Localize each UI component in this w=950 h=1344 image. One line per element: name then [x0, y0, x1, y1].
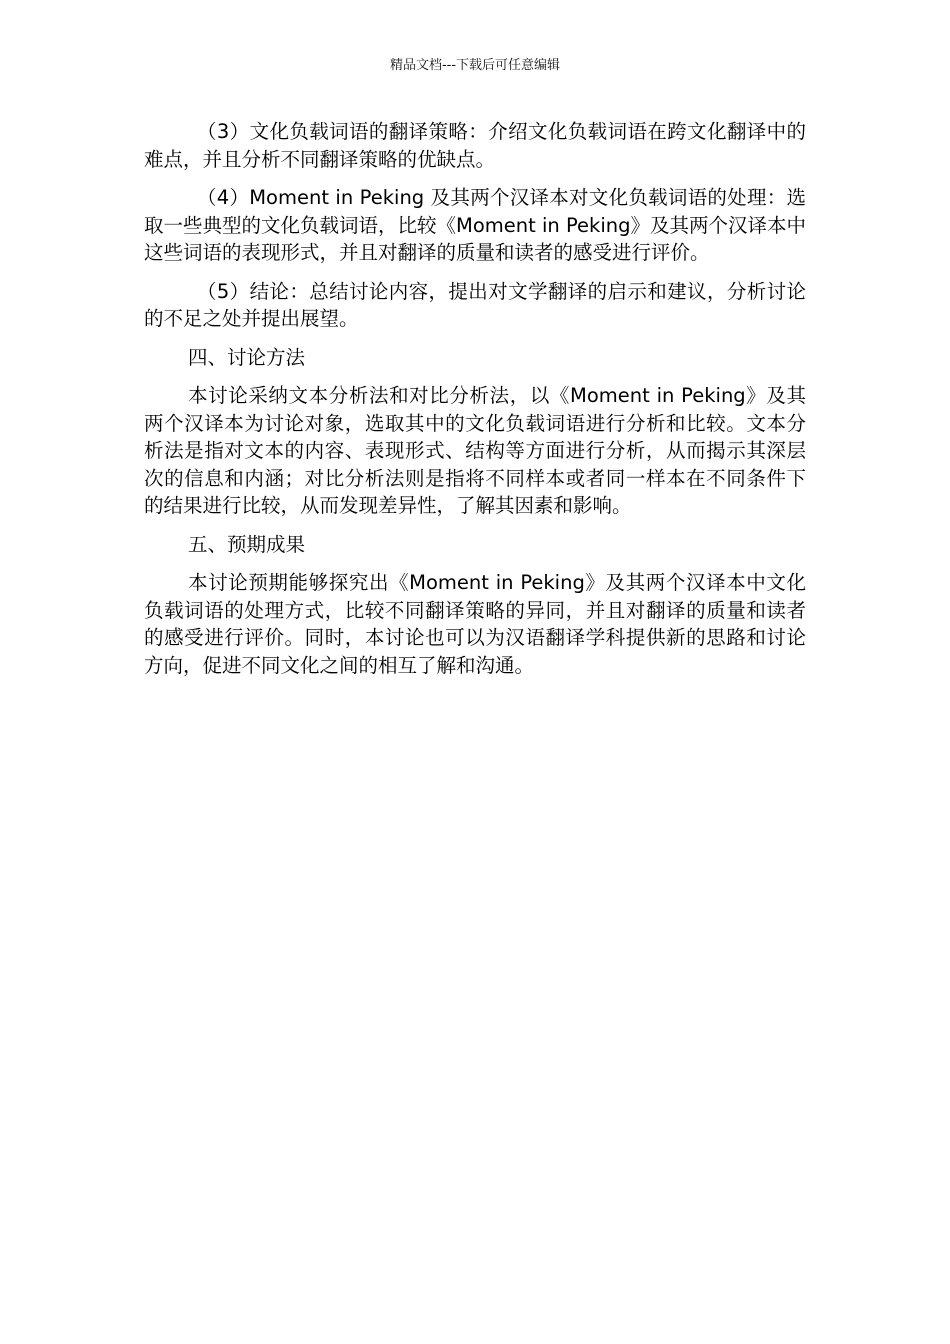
paragraph-methods: 本讨论采纳文本分析法和对比分析法，以《Moment in Peking》及其两个汉译本为讨论对象，选取其中的文化负载词语进行分析和比较。文本分析法是指对文本的内容、表现形式、结构等方面进行分析，从而揭示其深层次的信息和内涵；对比分析法则是指将不同样本或者同一样本在不同条件下的结果进行比较，从而发现差异性，了解其因素和影响。: [144, 384, 806, 517]
list-item-translation-strategy: （3）文化负载词语的翻译策略：介绍文化负载词语在跨文化翻译中的难点，并且分析不同翻译策略的优缺点。: [144, 120, 806, 171]
page-header: 精品文档---下载后可任意编辑: [389, 58, 561, 73]
paragraph-expected-results: 本讨论预期能够探究出《Moment in Peking》及其两个汉译本中文化负载词语的处理方式，比较不同翻译策略的异同，并且对翻译的质量和读者的感受进行评价。同时，本讨论也可以为汉语翻译学科提供新的思路和讨论方向，促进不同文化之间的相互了解和沟通。: [144, 571, 806, 677]
list-item-moment-in-peking: （4）Moment in Peking 及其两个汉译本对文化负载词语的处理：选取一些典型的文化负载词语，比较《Moment in Peking》及其两个汉译本中这些词语的表现形式，并且对翻译的质量和读者的感受进行评价。: [144, 186, 806, 264]
section-heading-methods: 四、讨论方法: [188, 345, 306, 369]
list-item-conclusion: （5）结论：总结讨论内容，提出对文学翻译的启示和建议，分析讨论的不足之处并提出展望。: [144, 279, 806, 330]
document-body: [144, 118, 806, 690]
section-heading-expected-results: 五、预期成果: [188, 532, 306, 556]
